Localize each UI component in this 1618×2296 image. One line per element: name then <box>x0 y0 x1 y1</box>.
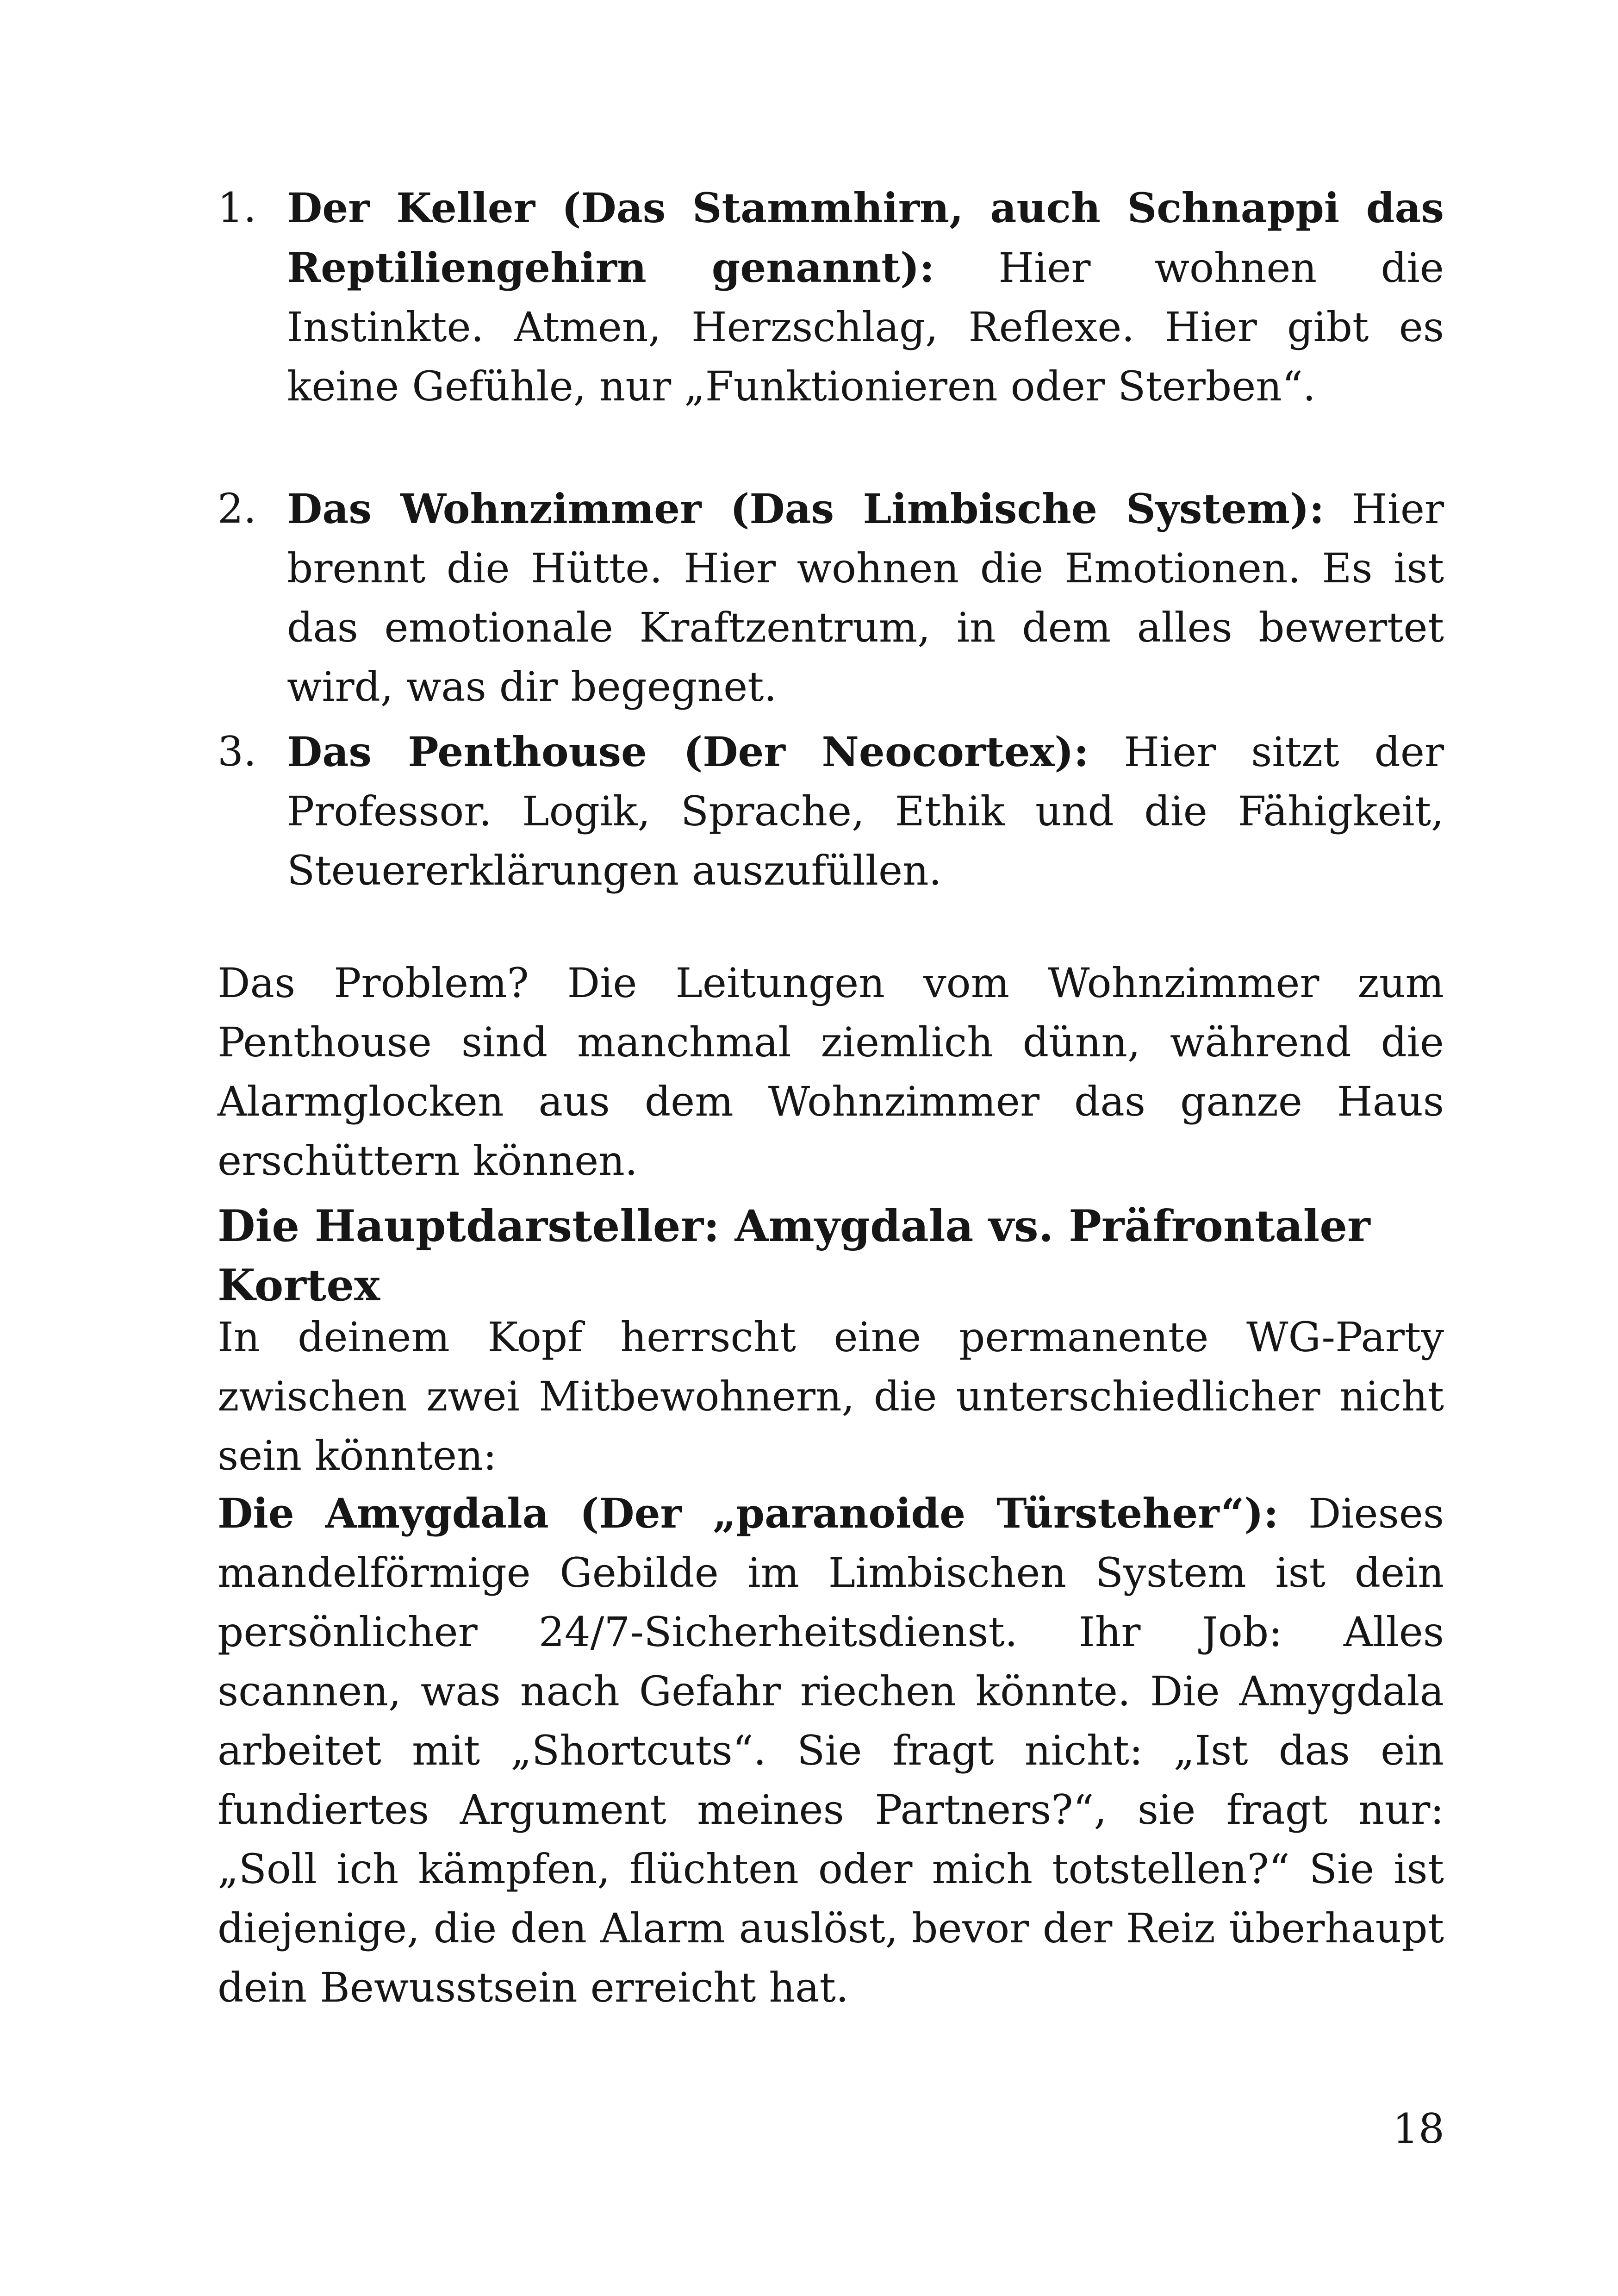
list-item-text <box>287 178 1444 416</box>
amygdala-title: Die Amygdala (Der „paranoide Türsteher“): <box>218 1489 1279 1537</box>
page-number: 18 <box>1393 2105 1444 2152</box>
list-item-text <box>287 479 1444 717</box>
list-item-title: Der Keller (Das Stammhirn, auch Schnappi das Reptiliengehirn genannt): <box>287 184 1444 292</box>
paragraph-problem: Das Problem? Die Leitungen vom Wohnzimmer zum Penthouse sind manchmal ziemlich dünn, während die Alarmglocken aus dem Wohnzimmer das ganze Haus erschüttern können. <box>218 959 1444 1185</box>
list-item-text <box>287 722 1444 900</box>
list-number: 2. <box>218 485 256 532</box>
list-item-description: Hier sitzt der Professor. Logik, Sprache, Ethik und die Fähigkeit, Steuererklärungen auszufüllen. <box>287 728 1444 894</box>
list-number: 1. <box>218 184 256 231</box>
paragraph-amygdala <box>218 1484 1444 2017</box>
list-item-description: Hier brennt die Hütte. Hier wohnen die Emotionen. Es ist das emotionale Kraftzentrum, in dem alles bewertet wird, was dir begegnet. <box>287 485 1444 711</box>
list-item-title: Das Wohnzimmer (Das Limbische System): <box>287 485 1325 533</box>
list-item-title: Das Penthouse (Der Neocortex): <box>287 728 1089 776</box>
list-number: 3. <box>218 728 256 775</box>
amygdala-text: Dieses mandelförmige Gebilde im Limbischen System ist dein persönlicher 24/7-Sicherheitsdienst. Ihr Job: Alles scannen, was nach Gefahr riechen könnte. Die Amygdala arbeitet mit „Shortcuts“. Sie fragt nicht: „Ist das ein fundiertes Argument meines Partners?“, sie fragt nur: „Soll ich kämpfen, flüchten oder mich totstellen?“ Sie ist diejenige, die den Alarm auslöst, bevor der Reiz überhaupt dein Bewusstsein erreicht hat. <box>218 1490 1444 2011</box>
section-heading: Die Hauptdarsteller: Amygdala vs. Präfrontaler Kortex <box>218 1201 1370 1311</box>
paragraph-intro: In deinem Kopf herrscht eine permanente WG-Party zwischen zwei Mitbewohnern, die unterschiedlicher nicht sein könnten: <box>218 1313 1444 1479</box>
list-item-description: Hier wohnen die Instinkte. Atmen, Herzschlag, Reflexe. Hier gibt es keine Gefühle, nur „Funktionieren oder Sterben“. <box>287 244 1444 410</box>
